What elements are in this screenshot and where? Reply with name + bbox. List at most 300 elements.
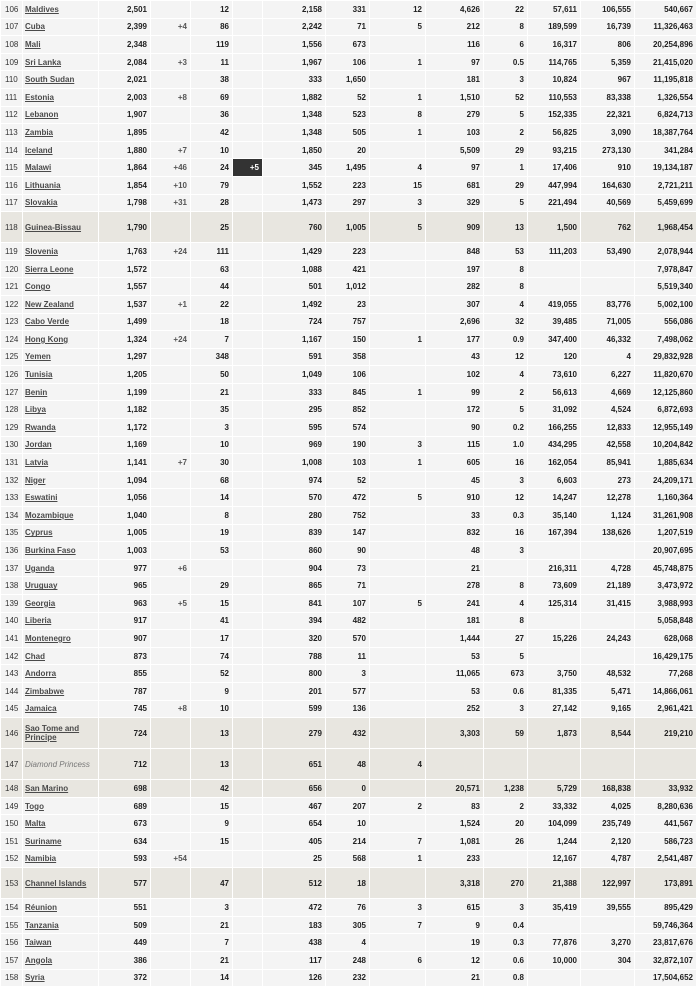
country-link[interactable]: Mali [25, 39, 41, 49]
population-cell: 628,068 [635, 630, 697, 648]
recovered-cell: 1,473 [263, 194, 326, 212]
new-deaths-cell [233, 141, 263, 159]
deaths-cell: 3 [191, 899, 233, 917]
rank-cell: 126 [1, 366, 23, 384]
active-cell: 845 [326, 383, 370, 401]
country-link[interactable]: South Sudan [25, 75, 75, 85]
country-link[interactable]: Liberia [25, 616, 52, 626]
country-link[interactable]: Andorra [25, 669, 57, 679]
table-row [1, 471, 697, 489]
new-cases-cell: +46 [151, 159, 191, 177]
active-cell: 248 [326, 951, 370, 969]
country-link[interactable]: Malta [25, 819, 46, 829]
deaths-per-m-cell: 3 [484, 71, 528, 89]
critical-cell [370, 577, 426, 595]
active-cell: 505 [326, 124, 370, 142]
country-link[interactable]: Montenegro [25, 633, 71, 643]
rank-cell: 109 [1, 53, 23, 71]
population-cell: 219,210 [635, 718, 697, 749]
country-link[interactable]: Maldives [25, 4, 59, 14]
deaths-per-m-cell: 2 [484, 383, 528, 401]
table-row [1, 749, 697, 780]
tests-per-m-cell [581, 916, 635, 934]
cases-cell: 551 [99, 899, 151, 917]
tests-per-m-cell [581, 278, 635, 296]
deaths-per-m-cell: 2 [484, 797, 528, 815]
cases-cell: 1,205 [99, 366, 151, 384]
active-cell: 523 [326, 106, 370, 124]
critical-cell: 4 [370, 749, 426, 780]
recovered-cell: 860 [263, 542, 326, 560]
country-link[interactable]: Libya [25, 405, 46, 415]
country-link[interactable]: Togo [25, 801, 44, 811]
deaths-per-m-cell: 59 [484, 718, 528, 749]
population-cell: 1,207,519 [635, 524, 697, 542]
deaths-cell [191, 559, 233, 577]
recovered-cell: 201 [263, 682, 326, 700]
new-cases-cell [151, 212, 191, 243]
critical-cell: 6 [370, 951, 426, 969]
deaths-cell: 68 [191, 471, 233, 489]
country-cell [23, 159, 99, 177]
recovered-cell: 467 [263, 797, 326, 815]
deaths-per-m-cell: 16 [484, 454, 528, 472]
cases-cell: 2,003 [99, 88, 151, 106]
deaths-per-m-cell: 8 [484, 577, 528, 595]
deaths-cell [191, 850, 233, 868]
cases-per-m-cell: 233 [426, 850, 484, 868]
tests-cell [528, 260, 581, 278]
critical-cell: 1 [370, 383, 426, 401]
tests-cell [528, 278, 581, 296]
country-link[interactable]: Mozambique [25, 510, 74, 520]
cases-cell: 787 [99, 682, 151, 700]
new-cases-cell [151, 383, 191, 401]
population-cell: 10,204,842 [635, 436, 697, 454]
table-row [1, 507, 697, 525]
country-cell [23, 542, 99, 560]
cases-per-m-cell: 20,571 [426, 780, 484, 798]
tests-cell: 166,255 [528, 419, 581, 437]
new-deaths-cell [233, 88, 263, 106]
rank-cell: 157 [1, 951, 23, 969]
active-cell: 577 [326, 682, 370, 700]
new-deaths-cell [233, 718, 263, 749]
recovered-cell: 656 [263, 780, 326, 798]
population-cell: 5,519,340 [635, 278, 697, 296]
table-row [1, 832, 697, 850]
rank-cell: 118 [1, 212, 23, 243]
recovered-cell: 1,348 [263, 124, 326, 142]
population-cell: 33,932 [635, 780, 697, 798]
population-cell: 12,125,860 [635, 383, 697, 401]
country-cell [23, 524, 99, 542]
critical-cell [370, 278, 426, 296]
rank-cell: 116 [1, 176, 23, 194]
country-link[interactable]: Congo [25, 282, 51, 292]
country-cell [23, 718, 99, 749]
deaths-cell: 9 [191, 682, 233, 700]
population-cell: 5,002,100 [635, 295, 697, 313]
active-cell: 1,650 [326, 71, 370, 89]
new-deaths-cell [233, 295, 263, 313]
table-row [1, 577, 697, 595]
new-deaths-cell [233, 700, 263, 718]
tests-per-m-cell: 4,669 [581, 383, 635, 401]
rank-cell: 121 [1, 278, 23, 296]
tests-per-m-cell [581, 612, 635, 630]
cases-per-m-cell: 4,626 [426, 1, 484, 19]
country-link[interactable]: Rwanda [25, 422, 56, 432]
new-deaths-cell [233, 436, 263, 454]
deaths-per-m-cell: 3 [484, 471, 528, 489]
tests-per-m-cell: 304 [581, 951, 635, 969]
country-link[interactable]: Sierra Leone [25, 264, 74, 274]
cases-per-m-cell: 53 [426, 647, 484, 665]
deaths-per-m-cell: 0.8 [484, 969, 528, 987]
population-cell: 45,748,875 [635, 559, 697, 577]
country-link[interactable]: Jordan [25, 440, 52, 450]
deaths-cell: 29 [191, 577, 233, 595]
critical-cell: 3 [370, 194, 426, 212]
cases-cell: 1,790 [99, 212, 151, 243]
tests-per-m-cell: 273,130 [581, 141, 635, 159]
new-cases-cell [151, 507, 191, 525]
new-deaths-cell [233, 419, 263, 437]
recovered-cell: 1,049 [263, 366, 326, 384]
country-cell [23, 577, 99, 595]
country-link[interactable]: Tanzania [25, 920, 59, 930]
deaths-cell: 15 [191, 595, 233, 613]
cases-cell: 1,040 [99, 507, 151, 525]
recovered-cell: 839 [263, 524, 326, 542]
tests-cell: 10,824 [528, 71, 581, 89]
country-link[interactable]: Angola [25, 955, 53, 965]
population-cell: 1,326,554 [635, 88, 697, 106]
recovered-cell: 1,882 [263, 88, 326, 106]
new-deaths-cell [233, 850, 263, 868]
deaths-per-m-cell: 5 [484, 647, 528, 665]
cases-cell: 698 [99, 780, 151, 798]
table-row [1, 436, 697, 454]
critical-cell: 2 [370, 797, 426, 815]
tests-cell: 15,226 [528, 630, 581, 648]
country-link[interactable]: Uruguay [25, 581, 58, 591]
cases-cell: 1,172 [99, 419, 151, 437]
new-deaths-cell [233, 212, 263, 243]
country-link[interactable]: Cabo Verde [25, 317, 70, 327]
deaths-cell: 42 [191, 124, 233, 142]
deaths-per-m-cell: 13 [484, 212, 528, 243]
new-deaths-cell [233, 832, 263, 850]
new-deaths-cell [233, 868, 263, 899]
rank-cell: 140 [1, 612, 23, 630]
deaths-per-m-cell: 3 [484, 542, 528, 560]
new-cases-cell: +8 [151, 700, 191, 718]
deaths-cell: 36 [191, 106, 233, 124]
cases-per-m-cell: 11,065 [426, 665, 484, 683]
country-cell [23, 612, 99, 630]
country-cell [23, 260, 99, 278]
table-row [1, 797, 697, 815]
country-link[interactable]: Tunisia [25, 370, 53, 380]
deaths-per-m-cell: 16 [484, 524, 528, 542]
new-deaths-cell [233, 682, 263, 700]
tests-per-m-cell: 168,838 [581, 780, 635, 798]
active-cell: 232 [326, 969, 370, 987]
country-link[interactable]: Syria [25, 973, 45, 983]
new-deaths-cell [233, 815, 263, 833]
tests-per-m-cell: 3,090 [581, 124, 635, 142]
country-link[interactable]: Zambia [25, 127, 54, 137]
country-link[interactable]: Chad [25, 651, 45, 661]
new-cases-cell [151, 1, 191, 19]
population-cell: 6,824,713 [635, 106, 697, 124]
deaths-per-m-cell: 4 [484, 295, 528, 313]
country-cell [23, 559, 99, 577]
active-cell: 71 [326, 18, 370, 36]
cases-per-m-cell: 681 [426, 176, 484, 194]
cases-cell: 873 [99, 647, 151, 665]
deaths-per-m-cell: 1.0 [484, 436, 528, 454]
tests-per-m-cell [581, 969, 635, 987]
country-link[interactable]: Lithuania [25, 180, 61, 190]
tests-cell: 10,000 [528, 951, 581, 969]
deaths-cell: 15 [191, 832, 233, 850]
country-link[interactable]: San Marino [25, 783, 69, 793]
cases-cell: 689 [99, 797, 151, 815]
deaths-cell: 9 [191, 815, 233, 833]
recovered-cell: 1,008 [263, 454, 326, 472]
recovered-cell: 126 [263, 969, 326, 987]
cases-cell: 1,895 [99, 124, 151, 142]
recovered-cell: 2,242 [263, 18, 326, 36]
country-link[interactable]: Slovakia [25, 198, 58, 208]
country-link[interactable]: Yemen [25, 352, 51, 362]
country-link[interactable]: Niger [25, 475, 46, 485]
recovered-cell: 472 [263, 899, 326, 917]
country-link[interactable]: Latvia [25, 458, 49, 468]
critical-cell: 5 [370, 18, 426, 36]
population-cell: 1,885,634 [635, 454, 697, 472]
recovered-cell: 438 [263, 934, 326, 952]
tests-per-m-cell: 164,630 [581, 176, 635, 194]
rank-cell: 113 [1, 124, 23, 142]
deaths-cell: 7 [191, 934, 233, 952]
critical-cell [370, 401, 426, 419]
country-link[interactable]: Benin [25, 387, 48, 397]
cases-per-m-cell: 12 [426, 951, 484, 969]
country-link[interactable]: Estonia [25, 92, 54, 102]
population-cell: 2,541,487 [635, 850, 697, 868]
country-cell [23, 366, 99, 384]
tests-per-m-cell: 4,524 [581, 401, 635, 419]
rank-cell: 134 [1, 507, 23, 525]
cases-cell: 1,572 [99, 260, 151, 278]
population-cell: 2,721,211 [635, 176, 697, 194]
cases-cell: 1,169 [99, 436, 151, 454]
cases-per-m-cell: 2,696 [426, 313, 484, 331]
country-cell [23, 934, 99, 952]
cases-per-m-cell: 1,510 [426, 88, 484, 106]
table-row [1, 194, 697, 212]
cases-cell: 449 [99, 934, 151, 952]
country-link[interactable]: Namibia [25, 854, 57, 864]
cases-cell: 2,348 [99, 36, 151, 54]
country-link[interactable]: Jamaica [25, 704, 57, 714]
country-link[interactable]: Cyprus [25, 528, 53, 538]
critical-cell [370, 295, 426, 313]
new-cases-cell [151, 797, 191, 815]
deaths-per-m-cell: 29 [484, 176, 528, 194]
deaths-per-m-cell: 0.3 [484, 507, 528, 525]
tests-per-m-cell: 4 [581, 348, 635, 366]
country-link[interactable]: Burkina Faso [25, 546, 76, 556]
rank-cell: 124 [1, 331, 23, 349]
table-row [1, 815, 697, 833]
new-cases-cell [151, 348, 191, 366]
population-cell: 23,817,676 [635, 934, 697, 952]
cases-cell: 1,182 [99, 401, 151, 419]
recovered-cell: 333 [263, 383, 326, 401]
new-cases-cell [151, 366, 191, 384]
tests-per-m-cell: 16,739 [581, 18, 635, 36]
cases-cell: 1,094 [99, 471, 151, 489]
country-link[interactable]: Slovenia [25, 246, 58, 256]
table-row [1, 718, 697, 749]
new-cases-cell [151, 36, 191, 54]
critical-cell: 1 [370, 53, 426, 71]
table-row [1, 969, 697, 987]
rank-cell: 137 [1, 559, 23, 577]
cases-cell: 745 [99, 700, 151, 718]
tests-cell: 1,500 [528, 212, 581, 243]
active-cell: 570 [326, 630, 370, 648]
table-row [1, 295, 697, 313]
new-cases-cell [151, 471, 191, 489]
critical-cell [370, 780, 426, 798]
deaths-per-m-cell: 8 [484, 18, 528, 36]
country-link[interactable]: Sao Tome and Principe [25, 724, 80, 743]
critical-cell [370, 507, 426, 525]
deaths-per-m-cell: 27 [484, 630, 528, 648]
tests-per-m-cell: 46,332 [581, 331, 635, 349]
recovered-cell: 345 [263, 159, 326, 177]
cases-per-m-cell: 832 [426, 524, 484, 542]
deaths-cell: 7 [191, 331, 233, 349]
new-deaths-cell [233, 348, 263, 366]
cases-cell: 712 [99, 749, 151, 780]
country-link[interactable]: Malawi [25, 163, 52, 173]
table-row [1, 612, 697, 630]
active-cell: 106 [326, 53, 370, 71]
tests-per-m-cell: 4,787 [581, 850, 635, 868]
country-link[interactable]: Zimbabwe [25, 686, 65, 696]
new-deaths-cell [233, 524, 263, 542]
deaths-cell: 18 [191, 313, 233, 331]
tests-per-m-cell: 21,189 [581, 577, 635, 595]
critical-cell: 5 [370, 595, 426, 613]
rank-cell: 119 [1, 243, 23, 261]
country-link[interactable]: Georgia [25, 598, 56, 608]
country-cell [23, 850, 99, 868]
country-link[interactable]: Iceland [25, 145, 53, 155]
new-cases-cell [151, 749, 191, 780]
new-cases-cell [151, 577, 191, 595]
critical-cell: 7 [370, 916, 426, 934]
country-link[interactable]: Guinea-Bissau [25, 222, 82, 232]
rank-cell: 139 [1, 595, 23, 613]
tests-per-m-cell: 83,776 [581, 295, 635, 313]
critical-cell: 4 [370, 159, 426, 177]
new-cases-cell [151, 401, 191, 419]
country-link[interactable]: Cuba [25, 22, 45, 32]
country-link[interactable]: Uganda [25, 563, 55, 573]
country-cell [23, 471, 99, 489]
cases-per-m-cell: 90 [426, 419, 484, 437]
country-link[interactable]: New Zealand [25, 299, 74, 309]
cases-per-m-cell: 329 [426, 194, 484, 212]
population-cell: 11,820,670 [635, 366, 697, 384]
deaths-cell: 69 [191, 88, 233, 106]
country-link[interactable]: Taiwan [25, 938, 52, 948]
tests-cell: 114,765 [528, 53, 581, 71]
country-link[interactable]: Channel Islands [25, 878, 87, 888]
rank-cell: 141 [1, 630, 23, 648]
tests-cell: 73,609 [528, 577, 581, 595]
rank-cell: 154 [1, 899, 23, 917]
deaths-per-m-cell: 673 [484, 665, 528, 683]
active-cell: 752 [326, 507, 370, 525]
cases-per-m-cell: 212 [426, 18, 484, 36]
population-cell: 11,326,463 [635, 18, 697, 36]
new-deaths-cell [233, 53, 263, 71]
table-row [1, 106, 697, 124]
tests-cell: 111,203 [528, 243, 581, 261]
active-cell: 472 [326, 489, 370, 507]
deaths-per-m-cell: 0.5 [484, 53, 528, 71]
cases-cell: 2,084 [99, 53, 151, 71]
country-link[interactable]: Hong Kong [25, 334, 69, 344]
cases-per-m-cell: 45 [426, 471, 484, 489]
new-deaths-cell [233, 71, 263, 89]
country-cell [23, 436, 99, 454]
rank-cell: 125 [1, 348, 23, 366]
cases-per-m-cell: 3,303 [426, 718, 484, 749]
tests-per-m-cell: 3,270 [581, 934, 635, 952]
active-cell: 76 [326, 899, 370, 917]
new-cases-cell: +5 [151, 595, 191, 613]
tests-per-m-cell: 12,278 [581, 489, 635, 507]
rank-cell: 149 [1, 797, 23, 815]
country-link[interactable]: Sri Lanka [25, 57, 62, 67]
new-deaths-cell [233, 176, 263, 194]
country-link[interactable]: Eswatini [25, 493, 58, 503]
deaths-cell: 86 [191, 18, 233, 36]
active-cell: 673 [326, 36, 370, 54]
tests-per-m-cell: 83,338 [581, 88, 635, 106]
new-deaths-cell [233, 471, 263, 489]
country-link[interactable]: Lebanon [25, 110, 59, 120]
active-cell: 52 [326, 471, 370, 489]
country-link[interactable]: Suriname [25, 836, 62, 846]
rank-cell: 151 [1, 832, 23, 850]
country-link[interactable]: Réunion [25, 902, 57, 912]
tests-per-m-cell [581, 542, 635, 560]
deaths-cell: 10 [191, 141, 233, 159]
new-deaths-cell [233, 934, 263, 952]
tests-per-m-cell: 24,243 [581, 630, 635, 648]
